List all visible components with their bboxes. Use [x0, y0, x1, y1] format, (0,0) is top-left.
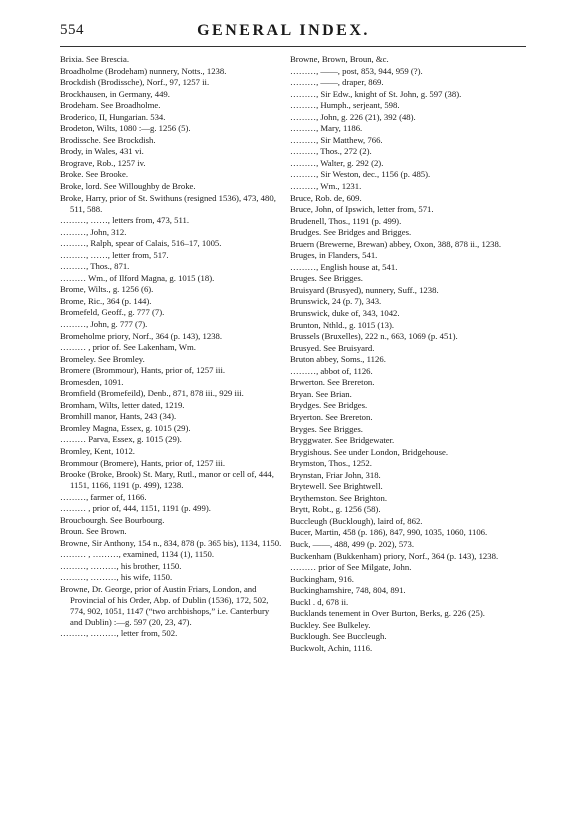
index-entry: Bucer, Martin, 458 (p. 186), 847, 990, 1035, 1060, 1106.	[290, 527, 488, 538]
index-entry: ……… , prior of. See Lakenham, Wm.	[60, 342, 196, 353]
index-entry: Bryerton. See Brereton.	[290, 411, 373, 422]
index-entry: Brooke (Broke, Brook) St. Mary, Rutl., manor or cell of, 444, 1151, 1166, 1191 (p. 499), 1238.	[60, 469, 274, 491]
index-entry: ………, ………, his brother, 1150.	[60, 560, 182, 571]
index-entry: Bromley, Kent, 1012.	[60, 446, 135, 456]
index-entry: Brythemston. See Brighton.	[290, 492, 388, 503]
index-entry: Bruton abbey, Soms., 1126.	[290, 354, 386, 365]
index-entry: ……… Wm., of Ilford Magna, g. 1015 (18).	[60, 272, 215, 283]
index-entry: Broderico, II, Hungarian. 534.	[60, 111, 166, 122]
index-entry: ……… Parva, Essex, g. 1015 (29).	[60, 434, 182, 445]
index-entry: Brodeham. See Broadholme.	[60, 100, 161, 111]
index-entry: Bromere (Brommour), Hants, prior of, 1257 iii.	[60, 365, 226, 376]
index-entry: Bruisyard (Brusyed), nunnery, Suff., 1238.	[290, 284, 439, 295]
index-entry: Buckenham (Bukkenham) priory, Norf., 364 (p. 143), 1238.	[290, 550, 499, 561]
index-entry: Brunswick, duke of, 343, 1042.	[290, 308, 400, 319]
index-entry: Bryges. See Brigges.	[290, 423, 363, 434]
index-entry: Brytt, Robt., g. 1256 (58).	[290, 504, 381, 515]
index-entry: Brwerton. See Brereton.	[290, 377, 375, 388]
index-entry: Bromhill manor, Hants, 243 (34).	[60, 411, 177, 422]
index-entry: Bucklough. See Buccleugh.	[290, 631, 387, 642]
index-entry: Buckley. See Bulkeley.	[290, 619, 371, 630]
index-entry: Brusyed. See Bruisyard.	[290, 342, 375, 353]
index-column-left	[60, 54, 282, 640]
index-entry: ………, ……, letter from, 517.	[60, 249, 169, 260]
index-entry: Brydges. See Bridges.	[290, 400, 368, 411]
index-entry: Brograve, Rob., 1257 iv.	[60, 157, 146, 168]
index-entry: Bromefeld, Geoff., g. 777 (7).	[60, 307, 165, 318]
index-entry: ………, ………, letter from, 502.	[60, 628, 178, 639]
index-entry: ………, Humph., serjeant, 598.	[290, 100, 400, 111]
index-entry: ………, ……, letters from, 473, 511.	[60, 215, 190, 226]
index-entry: Bromley Magna, Essex, g. 1015 (29).	[60, 422, 191, 433]
index-entry: Brixia. See Brescia.	[60, 54, 129, 64]
index-entry: Brygishous. See under London, Bridgehouse.	[290, 446, 449, 457]
index-entry: Broke, lord. See Willoughby de Broke.	[60, 181, 196, 192]
index-entry: Bruges, in Flanders, 541.	[290, 250, 378, 261]
index-entry: Bromham, Wilts, letter dated, 1219.	[60, 399, 185, 410]
index-entry: ………, English house at, 541.	[290, 261, 398, 272]
index-entry: Broke. See Brooke.	[60, 169, 129, 180]
index-entry: ………, ………, his wife, 1150.	[60, 572, 173, 583]
index-entry: ………, ——, draper, 869.	[290, 77, 384, 88]
index-entry: Bruce, John, of Ipswich, letter from, 571.	[290, 204, 434, 215]
index-entry: Brome, Ric., 364 (p. 144).	[60, 295, 152, 306]
index-entry: Brudges. See Bridges and Brigges.	[290, 227, 412, 238]
index-entry: Buccleugh (Bucklough), laird of, 862.	[290, 515, 423, 526]
index-entry: Buckingham, 916.	[290, 573, 354, 584]
index-entry: ……… , prior of, 444, 1151, 1191 (p. 499).	[60, 503, 211, 514]
index-entry: Bruern (Brewerne, Brewan) abbey, Oxon, 388, 878 ii., 1238.	[290, 238, 502, 249]
index-entry: Brommour (Bromere), Hants, prior of, 1257 iii.	[60, 457, 226, 468]
index-entry: Browne, Dr. George, prior of Austin Friars, London, and Provincial of his Order, Abp. of Dublin (1536), 172, 502, 774, 902, 1051, 1147 (“two archbishops,” i.e. Canterbury and Dublin) :—g. 597 (20, 23, 47).	[60, 583, 270, 627]
index-entry: Bromesden, 1091.	[60, 376, 124, 387]
index-entry: Brockdish (Brodissche), Norf., 97, 1257 ii.	[60, 77, 210, 88]
index-entry: Brymston, Thos., 1252.	[290, 458, 372, 469]
index-entry: ………, farmer of, 1166.	[60, 491, 147, 502]
index-entry: Brunswick, 24 (p. 7), 343.	[290, 296, 382, 307]
index-entry: Buckwolt, Achin, 1116.	[290, 642, 373, 653]
index-entry: Brunton, Nthld., g. 1015 (13).	[290, 319, 395, 330]
index-entry: Bryggwater. See Bridgewater.	[290, 435, 395, 446]
index-entry: Brodeton, Wilts, 1080 :—g. 1256 (5).	[60, 123, 191, 134]
index-entry: Buck, ——, 488, 499 (p. 202), 573.	[290, 538, 415, 549]
index-entry: Buckinghamshire, 748, 804, 891.	[290, 585, 406, 596]
index-entry: Bruce, Rob. de, 609.	[290, 192, 362, 203]
index-entry: Bucklands tenement in Over Burton, Berks, g. 226 (25).	[290, 608, 485, 619]
index-entry: Broadholme (Brodeham) nunnery, Notts., 1238.	[60, 65, 227, 76]
page-title: GENERAL INDEX.	[197, 22, 370, 39]
index-entry: Bromfield (Bromefeild), Denb., 871, 878 iii., 929 iii.	[60, 388, 244, 399]
index-entry: Brytewell. See Brightwell.	[290, 481, 383, 492]
index-entry: Broun. See Brown.	[60, 526, 127, 537]
index-entry: Bromeholme priory, Norf., 364 (p. 143), 1238.	[60, 330, 223, 341]
index-entry: ………, John, g. 777 (7).	[60, 318, 148, 329]
index-entry: ………, ——, post, 853, 944, 959 (?).	[290, 65, 423, 76]
header-rule	[60, 46, 526, 47]
index-entry: ………, abbot of, 1126.	[290, 365, 373, 376]
index-entry: Broucbourgh. See Bourbourg.	[60, 514, 165, 525]
index-entry: Browne, Sir Anthony, 154 n., 834, 878 (p. 365 bis), 1134, 1150.	[60, 537, 282, 548]
index-entry: ………, Sir Weston, dec., 1156 (p. 485).	[290, 169, 431, 180]
index-column-right	[290, 54, 528, 654]
index-entry: ………, John, 312.	[60, 226, 127, 237]
index-entry: ………, Wm., 1231.	[290, 181, 362, 192]
index-entry: Buckl . d, 678 ii.	[290, 596, 349, 607]
index-entry: ………, Ralph, spear of Calais, 516–17, 1005.	[60, 238, 222, 249]
index-entry: ………, Walter, g. 292 (2).	[290, 157, 384, 168]
index-entry: Brockhausen, in Germany, 449.	[60, 88, 170, 99]
index-entry: ……… , ………, examined, 1134 (1), 1150.	[60, 549, 215, 560]
page-number: 554	[60, 22, 84, 38]
index-entry: Broke, Harry, prior of St. Swithuns (resigned 1536), 473, 480, 511, 588.	[60, 192, 276, 214]
index-entry: Brynstan, Friar John, 318.	[290, 469, 381, 480]
index-entry: Brome, Wilts., g. 1256 (6).	[60, 284, 154, 295]
index-entry: Browne, Brown, Broun, &c.	[290, 54, 389, 64]
index-entry: Brodissche. See Brockdish.	[60, 134, 156, 145]
index-entry: Brudenell, Thos., 1191 (p. 499).	[290, 215, 402, 226]
index-entry: Brussels (Bruxelles), 222 n., 663, 1069 (p. 451).	[290, 331, 458, 342]
index-entry: ………, Mary, 1186.	[290, 123, 363, 134]
index-entry: Bruges. See Brigges.	[290, 273, 363, 284]
index-entry: ………, Sir Edw., knight of St. John, g. 597 (38).	[290, 88, 462, 99]
index-entry: Bryan. See Brian.	[290, 388, 352, 399]
page-header	[0, 22, 567, 44]
index-entry: Bromeley. See Bromley.	[60, 353, 145, 364]
index-entry: ………, Sir Matthew, 766.	[290, 134, 383, 145]
index-entry: ………, John, g. 226 (21), 392 (48).	[290, 111, 416, 122]
index-entry: ………, Thos., 272 (2).	[290, 146, 372, 157]
index-entry: ……… prior of See Milgate, John.	[290, 562, 412, 573]
index-entry: Brody, in Wales, 431 vi.	[60, 146, 144, 157]
index-entry: ………, Thos., 871.	[60, 261, 130, 272]
